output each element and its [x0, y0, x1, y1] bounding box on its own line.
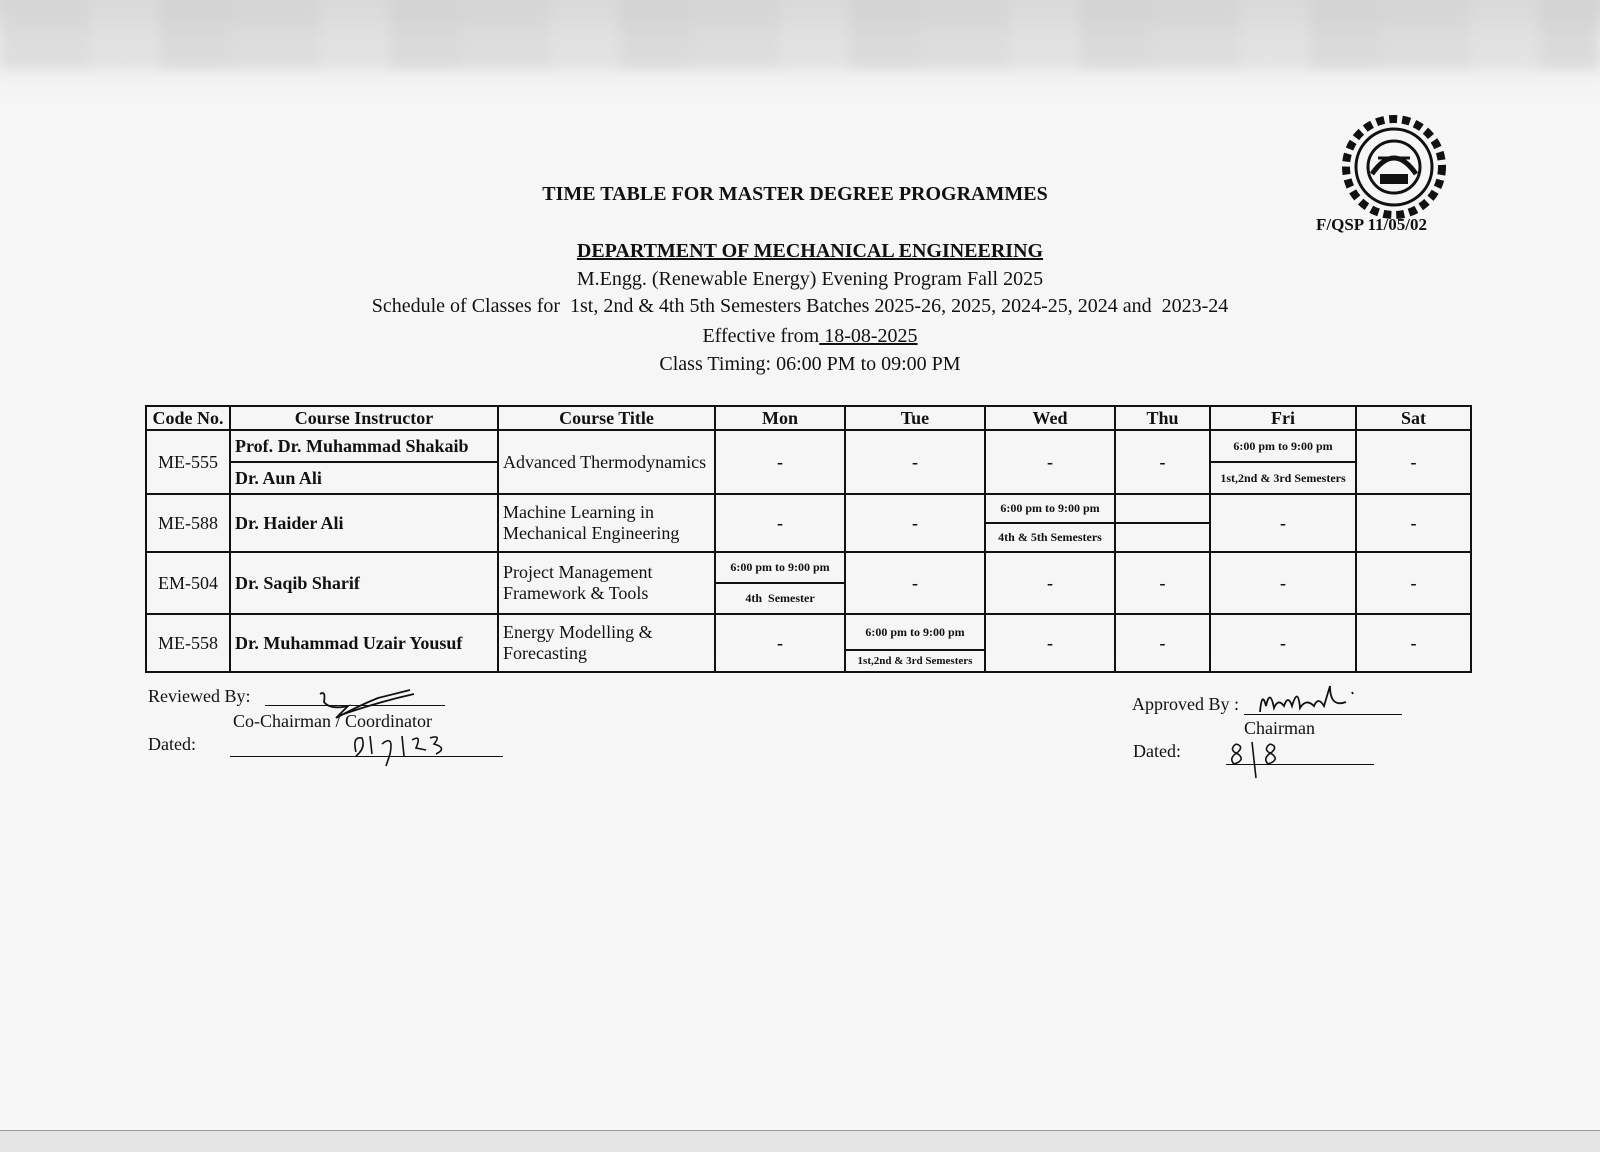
slot-semesters: 4th & 5th Semesters — [998, 530, 1102, 544]
course-title-line: Energy Modelling & — [503, 622, 653, 642]
course-code: ME-555 — [146, 430, 230, 494]
fri-cell: - — [1210, 614, 1356, 672]
mon-cell: - — [715, 614, 845, 672]
wed-slot — [985, 494, 1115, 552]
timetable — [145, 405, 1472, 673]
class-timing: Class Timing: 06:00 PM to 09:00 PM — [659, 353, 961, 375]
slot-semesters: 1st,2nd & 3rd Semesters — [1220, 470, 1346, 485]
course-code: EM-504 — [146, 552, 230, 614]
reviewed-date-handwritten — [350, 730, 450, 770]
slot-semesters: 4th Semester — [745, 591, 815, 605]
col-header-tue: Tue — [845, 406, 985, 430]
course-title-line: Mechanical Engineering — [503, 523, 680, 543]
department-name: DEPARTMENT OF MECHANICAL ENGINEERING — [576, 240, 1044, 262]
course-title — [498, 614, 715, 672]
course-code: ME-588 — [146, 494, 230, 552]
reviewed-by-label: Reviewed By: — [148, 686, 251, 706]
course-title-line: Forecasting — [503, 643, 587, 663]
table-row — [146, 614, 1471, 672]
approver-signature — [1256, 682, 1366, 722]
wed-cell: - — [985, 552, 1115, 614]
course-title: Advanced Thermodynamics — [498, 430, 715, 494]
slot-time: 6:00 pm to 9:00 pm — [986, 495, 1114, 524]
col-header-instructor: Course Instructor — [230, 406, 498, 430]
tue-cell: - — [845, 494, 985, 552]
col-header-sat: Sat — [1356, 406, 1471, 430]
table-row — [146, 430, 1471, 462]
sat-cell: - — [1356, 552, 1471, 614]
fri-cell: - — [1210, 552, 1356, 614]
table-row — [146, 494, 1471, 552]
course-title — [498, 494, 715, 552]
slot-time: 6:00 pm to 9:00 pm — [846, 615, 984, 651]
sat-cell: - — [1356, 614, 1471, 672]
fri-slot — [1210, 430, 1356, 494]
col-header-wed: Wed — [985, 406, 1115, 430]
col-header-fri: Fri — [1210, 406, 1356, 430]
reviewer-role: Co-Chairman / Coordinator — [233, 711, 432, 731]
approved-date-handwritten — [1226, 740, 1296, 780]
form-number: F/QSP 11/05/02 — [1316, 215, 1427, 234]
document-title: TIME TABLE FOR MASTER DEGREE PROGRAMMES — [542, 183, 1048, 205]
tue-cell: - — [845, 430, 985, 494]
course-title-line: Project Management — [503, 562, 653, 582]
reviewed-dated-label: Dated: — [148, 734, 196, 754]
col-header-mon: Mon — [715, 406, 845, 430]
course-instructor: Prof. Dr. Muhammad Shakaib — [230, 430, 498, 462]
approved-dated-label: Dated: — [1133, 741, 1181, 761]
course-title-line: Framework & Tools — [503, 583, 649, 603]
mon-cell: - — [715, 494, 845, 552]
schedule-line: Schedule of Classes for 1st, 2nd & 4th 5th Semesters Batches 2025-26, 2025, 2024-25, 2024 and 2023-24 — [371, 295, 1229, 317]
course-instructor: Dr. Aun Ali — [230, 462, 498, 494]
course-instructor: Dr. Muhammad Uzair Yousuf — [230, 614, 498, 672]
wed-cell: - — [985, 614, 1115, 672]
wed-cell: - — [985, 430, 1115, 494]
course-title — [498, 552, 715, 614]
course-code: ME-558 — [146, 614, 230, 672]
fri-cell: - — [1210, 494, 1356, 552]
col-header-thu: Thu — [1115, 406, 1210, 430]
thu-cell: - — [1115, 614, 1210, 672]
tue-cell: - — [845, 552, 985, 614]
thu-cell — [1115, 494, 1210, 552]
scan-bottom-edge — [0, 1130, 1600, 1152]
sat-cell: - — [1356, 430, 1471, 494]
slot-semesters: 1st,2nd & 3rd Semesters — [857, 655, 973, 667]
mon-cell: - — [715, 430, 845, 494]
course-instructor: Dr. Haider Ali — [230, 494, 498, 552]
slot-time: 6:00 pm to 9:00 pm — [1211, 431, 1355, 463]
program-name: M.Engg. (Renewable Energy) Evening Program Fall 2025 — [576, 268, 1044, 290]
scan-bleed-through — [0, 0, 1600, 70]
table-row — [146, 552, 1471, 614]
slot-time: 6:00 pm to 9:00 pm — [716, 553, 844, 584]
thu-cell: - — [1115, 430, 1210, 494]
mon-slot — [715, 552, 845, 614]
tue-slot — [845, 614, 985, 672]
table-header-row — [146, 406, 1471, 430]
col-header-code: Code No. — [146, 406, 230, 430]
sat-cell: - — [1356, 494, 1471, 552]
effective-line — [10, 325, 1600, 348]
effective-date: 18-08-2025 — [819, 325, 918, 347]
thu-cell: - — [1115, 552, 1210, 614]
approved-by-label: Approved By : — [1132, 694, 1239, 714]
course-title-line: Machine Learning in — [503, 502, 654, 522]
approver-role: Chairman — [1244, 718, 1315, 738]
course-instructor: Dr. Saqib Sharif — [230, 552, 498, 614]
col-header-title: Course Title — [498, 406, 715, 430]
effective-label: Effective from — [702, 325, 820, 347]
